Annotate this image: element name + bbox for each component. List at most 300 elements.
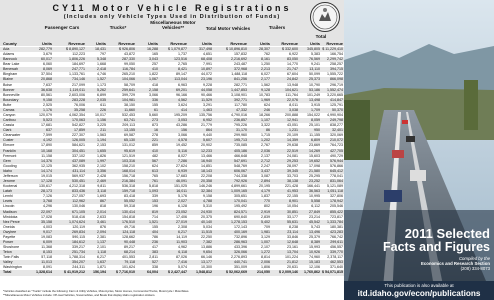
value-cell: 5,523	[43, 118, 52, 123]
value-cell: 13,466	[201, 153, 212, 158]
value-cell: 9,811	[97, 184, 106, 189]
value-cell: 104,981	[122, 97, 135, 102]
value-cell: 63,741	[124, 118, 135, 123]
value-cell: 433,396	[234, 245, 247, 250]
value-cell: 1,527	[97, 77, 106, 82]
value-cell: 216,384	[122, 179, 135, 184]
value-cell: 9,228	[203, 82, 212, 87]
value-cell: 38,150	[124, 102, 135, 107]
value-cell: 158,210	[122, 163, 135, 168]
value-cell: 5,402	[261, 219, 270, 224]
value-cell: 735,085	[234, 143, 247, 148]
value-cell: 166,441	[307, 184, 320, 189]
value-cell: 7,991	[203, 62, 212, 67]
value-cell: 3,461	[97, 219, 106, 224]
value-cell: 23,161	[287, 245, 298, 250]
value-cell: 27,019	[176, 219, 187, 224]
value-cell: 16,940	[201, 158, 212, 163]
value-cell: 1,202	[261, 138, 270, 143]
value-cell: 1,555,722	[327, 72, 343, 77]
value-cell: 795,226	[234, 123, 247, 128]
value-cell: 221,428	[285, 184, 298, 189]
value-cell: 1,137	[97, 239, 106, 244]
value-cell: 130,617	[39, 184, 52, 189]
value-cell: $ 41,919,212	[64, 270, 85, 275]
value-cell: 792,926	[234, 179, 247, 184]
value-cell: 227,307	[72, 133, 85, 138]
value-cell: 1,552,474	[327, 87, 343, 92]
value-cell: 1,563	[97, 133, 106, 138]
county-name-cell: Valley	[3, 260, 13, 265]
value-cell: 466,648	[234, 153, 247, 158]
compiled-by-section: Economics and Research Section	[420, 261, 490, 266]
value-cell: 50,099	[309, 72, 320, 77]
value-cell: 19,652	[309, 158, 320, 163]
value-cell: 36,563	[309, 189, 320, 194]
value-cell: 103,316	[122, 158, 135, 163]
value-cell: 8,421	[178, 67, 187, 72]
footnote-trucks: *Vehicles classified as "Trucks" include the following: Farm & Utility Vehicles, Motorcycles, Motor Homes, Commercial Trucks, Motorcycle / Motorbikes.	[3, 289, 190, 293]
value-cell: 576,866	[330, 163, 343, 168]
value-cell: 1,637	[97, 260, 106, 265]
value-cell: 4,962	[178, 245, 187, 250]
value-cell: 4,899,661	[231, 184, 247, 189]
county-name-cell: Payette	[3, 234, 16, 239]
value-cell: 66,146	[201, 255, 212, 260]
value-cell: 873	[152, 123, 158, 128]
value-cell: 23,669	[309, 143, 320, 148]
value-cell: 120,079	[39, 113, 52, 118]
value-cell: 67,604	[287, 72, 298, 77]
value-cell: 168,014	[122, 168, 135, 173]
value-cell: 11,155	[309, 133, 320, 138]
value-cell: 22,155	[287, 194, 298, 199]
value-cell: 576,944	[330, 158, 343, 163]
value-cell: 590,115	[72, 234, 85, 239]
value-cell: 427,705	[330, 148, 343, 153]
value-cell: 99,050	[124, 62, 135, 67]
value-cell: 354,207	[72, 260, 85, 265]
value-cell: 68,214	[124, 250, 135, 255]
value-cell: 17,128	[41, 179, 52, 184]
value-cell: 838,277	[330, 123, 343, 128]
value-cell: 6,952	[203, 118, 212, 123]
value-cell: 10,790	[309, 82, 320, 87]
value-cell: 2,378,117	[327, 255, 343, 260]
county-name-cell: Ada	[3, 47, 10, 51]
value-cell: 21,747	[287, 67, 298, 72]
value-cell: 154,818	[122, 214, 135, 219]
value-cell: 864	[206, 128, 212, 133]
county-name-cell: Bear Lake	[3, 62, 20, 67]
value-cell: 7,637	[43, 82, 52, 87]
value-cell: 440,741	[234, 260, 247, 265]
value-cell: 69,201	[176, 87, 187, 92]
value-cell: 83,418	[124, 194, 135, 199]
value-cell: 855,422	[330, 209, 343, 214]
value-cell: 299,960	[234, 133, 247, 138]
value-cell: 10,897	[201, 67, 212, 72]
value-cell: 20,109	[287, 133, 298, 138]
value-cell: 13,155	[124, 128, 135, 133]
value-cell: 10,995	[309, 194, 320, 199]
value-cell: 437,089	[72, 158, 85, 163]
value-cell: 7,599	[43, 133, 52, 138]
value-cell: 327,806	[330, 194, 343, 199]
value-cell: 13,704	[287, 250, 298, 255]
value-cell: 59,318	[124, 204, 135, 209]
county-name-cell: Teton	[3, 250, 12, 255]
value-cell: 2,216,692	[231, 57, 247, 62]
county-name-cell: Power	[3, 239, 14, 244]
value-cell: 2,299,742	[327, 57, 343, 62]
value-cell: 159,718	[122, 189, 135, 194]
value-cell: 7,416	[178, 260, 187, 265]
value-cell: 9,158	[203, 194, 212, 199]
value-cell: 10,300	[201, 265, 212, 270]
value-cell: 3,624	[178, 102, 187, 107]
value-cell: 1,806	[261, 265, 270, 270]
value-cell: 19,083	[41, 234, 52, 239]
value-cell: 205,546	[330, 204, 343, 209]
value-cell: 11,158	[41, 153, 52, 158]
value-cell: 6,112	[311, 204, 320, 209]
value-cell: 25,373	[309, 77, 320, 82]
value-cell: 339,770	[330, 250, 343, 255]
column-header-revenue: Revenue	[230, 41, 247, 46]
value-cell: 3,108,901	[231, 92, 247, 97]
county-name-cell: Minidoka	[3, 214, 18, 219]
value-cell: 326,066	[234, 250, 247, 255]
county-name-cell: Adams	[3, 52, 15, 57]
value-cell: 797	[100, 52, 106, 57]
value-cell: 3,291	[203, 102, 212, 107]
availability-text: This publication is also available at	[384, 283, 454, 288]
value-cell: 20,868	[41, 77, 52, 82]
county-name-cell: Lincoln	[3, 204, 15, 209]
value-cell: 1,107	[261, 118, 270, 123]
value-cell: 12,648	[287, 239, 298, 244]
value-cell: 45,542	[309, 219, 320, 224]
value-cell: 530,451	[72, 179, 85, 184]
value-cell: 217,057	[72, 194, 85, 199]
compiled-by-label: Compiled by the	[458, 256, 490, 261]
value-cell: 404	[152, 229, 158, 234]
value-cell: 1,709	[311, 107, 320, 112]
value-cell: 38,138	[287, 179, 298, 184]
value-cell: 15,993	[309, 245, 320, 250]
value-cell: 764,723	[330, 143, 343, 148]
value-cell: 184,612	[72, 239, 85, 244]
value-cell: 1,007	[261, 239, 270, 244]
value-cell: 613	[152, 168, 158, 173]
value-cell: 113,044	[174, 77, 187, 82]
value-cell: 195,492	[234, 204, 247, 209]
value-cell: 2,603,006	[69, 92, 85, 97]
value-cell: 6,217	[178, 229, 187, 234]
value-cell: 96,166	[176, 92, 187, 97]
value-cell: 1,328,614	[36, 270, 52, 275]
value-cell: 1,133,761	[69, 72, 85, 77]
value-cell: 2,276,893	[231, 255, 247, 260]
value-cell: 16,011	[176, 189, 187, 194]
value-cell: 1,009,165	[231, 189, 247, 194]
value-cell: 151,025	[174, 184, 187, 189]
value-cell: 584,621	[72, 143, 85, 148]
value-cell: 15,603	[309, 153, 320, 158]
value-cell: 1,548,812	[196, 270, 212, 275]
value-cell: 124,118	[122, 229, 135, 234]
county-name-cell: Canyon	[3, 113, 16, 118]
value-cell: 195,209	[174, 113, 187, 118]
value-cell: $ 332,600	[282, 47, 298, 51]
value-cell: 9,654	[203, 250, 212, 255]
value-cell: 23,052	[176, 209, 187, 214]
value-cell: 2,381	[97, 234, 106, 239]
value-cell: 1,822	[149, 72, 158, 77]
county-name-cell: Idaho	[3, 168, 12, 173]
column-header-units: Units	[96, 41, 106, 46]
value-cell: 61	[154, 107, 158, 112]
value-cell: 14,269	[309, 148, 320, 153]
group-total: Total	[315, 34, 327, 39]
value-cell: 2,153	[97, 143, 106, 148]
value-cell: 2,894	[261, 179, 270, 184]
value-cell: 5,262	[97, 87, 106, 92]
value-cell: 2,213	[261, 67, 270, 72]
value-cell: 1,521	[149, 219, 158, 224]
value-cell: 6,009	[43, 239, 52, 244]
county-name-cell: Cassia	[3, 123, 14, 128]
value-cell: 21,779	[201, 123, 212, 128]
value-cell: 8,153	[43, 250, 52, 255]
value-cell: 761	[152, 179, 158, 184]
value-cell: 4,788	[203, 199, 212, 204]
value-cell: 732,896	[234, 234, 247, 239]
column-header-units: Units	[260, 41, 270, 46]
value-cell: 762	[264, 52, 270, 57]
group-passenger-cars: Passenger Cars	[44, 25, 80, 30]
value-cell: 714	[152, 214, 158, 219]
value-cell: 35,258	[74, 107, 85, 112]
value-cell: 55,052	[124, 199, 135, 204]
value-cell: 5,074	[178, 265, 187, 270]
value-cell: 14,851	[201, 163, 212, 168]
column-header-county: County	[3, 41, 17, 46]
value-cell: 9,158	[43, 97, 52, 102]
value-cell: 20,902	[201, 143, 212, 148]
value-cell: 6,809	[311, 138, 320, 143]
value-cell: 36,638	[41, 87, 52, 92]
value-cell: 126,005	[72, 138, 85, 143]
value-cell: 1,250	[261, 62, 270, 67]
value-cell: 8,027	[178, 153, 187, 158]
value-cell: 13,177	[201, 260, 212, 265]
county-name-cell: Lemhi	[3, 194, 13, 199]
value-cell: 3,225	[97, 123, 106, 128]
value-cell: 3,066	[149, 92, 158, 97]
value-cell: 55,631	[287, 219, 298, 224]
value-cell: 24,842	[287, 77, 298, 82]
value-cell: 5,558	[311, 199, 320, 204]
value-cell: 8,091	[43, 265, 52, 270]
value-cell: 5,121,089	[327, 184, 343, 189]
value-cell: 2,418	[97, 67, 106, 72]
value-cell: 40,140	[201, 219, 212, 224]
value-cell: 4,296	[43, 204, 52, 209]
value-cell: 296,719	[330, 82, 343, 87]
group-trailers: Trailers	[268, 25, 286, 30]
value-cell: 2,006	[261, 260, 270, 265]
value-cell: 283,228	[72, 97, 85, 102]
value-cell: 4,062,354	[69, 113, 85, 118]
value-cell: 569,937	[72, 173, 85, 178]
value-cell: 154,022	[307, 113, 320, 118]
value-cell: 3,437	[261, 168, 270, 173]
value-cell: 866,098	[330, 77, 343, 82]
value-cell: 405,186	[234, 148, 247, 153]
value-cell: 8,161	[261, 57, 270, 62]
compiled-by-phone: (208) 334-8073	[460, 266, 490, 271]
value-cell: 1,788,314	[69, 255, 85, 260]
value-cell: 339,217	[72, 245, 85, 250]
value-cell: 101,249	[307, 92, 320, 97]
value-cell: 1,715	[261, 133, 270, 138]
value-cell: 1,176	[43, 107, 52, 112]
county-name-cell: Kootenai	[3, 184, 18, 189]
value-cell: 690,640	[234, 214, 247, 219]
value-cell: 2,101	[97, 245, 106, 250]
value-cell: 28,097	[287, 163, 298, 168]
value-cell: 41,953	[287, 189, 298, 194]
value-cell: 518,416	[72, 214, 85, 219]
value-cell: 112,962	[72, 199, 85, 204]
value-cell: 317,498	[199, 47, 212, 51]
value-cell: 265,210	[122, 72, 135, 77]
value-cell: 68,408	[201, 57, 212, 62]
county-name-cell: Oneida	[3, 224, 15, 229]
value-cell: 86	[266, 128, 270, 133]
publications-url-link[interactable]: itd.idaho.gov/econ/publications	[357, 289, 481, 298]
value-cell: 1,837	[261, 194, 270, 199]
value-cell: 74,960	[309, 255, 320, 260]
column-header-units: Units	[148, 41, 158, 46]
value-cell: 2,102	[97, 163, 106, 168]
value-cell: 339	[152, 194, 158, 199]
value-cell: 221	[152, 138, 158, 143]
value-cell: 1,826	[97, 153, 106, 158]
value-cell: 25,379	[309, 234, 320, 239]
value-cell: 734,146	[72, 77, 85, 82]
value-cell: 9,440	[203, 133, 212, 138]
value-cell: 671,105	[72, 209, 85, 214]
value-cell: 27,849	[309, 209, 320, 214]
value-cell: 1,093	[149, 189, 158, 194]
value-cell: 28,307	[259, 47, 270, 51]
value-cell: 3,118	[97, 189, 106, 194]
value-cell: 2,525	[43, 102, 52, 107]
value-cell: 90,466	[201, 92, 212, 97]
county-name-cell: Shoshone	[3, 245, 20, 250]
value-cell: 2,158	[149, 87, 158, 92]
value-cell: 13,886	[201, 245, 212, 250]
value-cell: 11,660	[124, 107, 135, 112]
value-cell: 156,194	[93, 270, 106, 275]
value-cell: 17,098	[309, 163, 320, 168]
column-header-revenue: Revenue	[170, 41, 187, 46]
value-cell: 176,510	[122, 219, 135, 224]
value-cell: 5,660	[149, 113, 158, 118]
value-cell: 5,176	[178, 194, 187, 199]
county-name-cell: Bonneville	[3, 92, 20, 97]
value-cell: 170,063	[72, 118, 85, 123]
value-cell: 833,436	[72, 189, 85, 194]
value-cell: 859	[152, 143, 158, 148]
county-name-cell: Fremont	[3, 153, 17, 158]
value-cell: 155	[152, 224, 158, 229]
value-cell: 9,128	[261, 87, 270, 92]
value-cell: 1,969	[261, 97, 270, 102]
value-cell: 723,817	[330, 214, 343, 219]
value-cell: 482	[152, 153, 158, 158]
value-cell: 180,381	[330, 224, 343, 229]
value-cell: 120,119	[72, 224, 85, 229]
value-cell: 2,767	[261, 143, 270, 148]
value-cell: 1,278,153	[231, 219, 247, 224]
value-cell: 39,345	[287, 168, 298, 173]
value-cell: 2,035	[97, 97, 106, 102]
value-cell: 30,851	[287, 209, 298, 214]
value-cell: 17,406	[176, 214, 187, 219]
value-cell: 64,004	[147, 270, 158, 275]
value-cell: 49,716	[124, 224, 135, 229]
value-cell: 304,451	[72, 148, 85, 153]
value-cell: 9,241	[311, 62, 320, 67]
value-cell: 60,017	[41, 57, 52, 62]
value-cell: 155	[152, 102, 158, 107]
value-cell: 32,384	[201, 189, 212, 194]
value-cell: 2,633	[97, 214, 106, 219]
value-cell: 5,034	[203, 224, 212, 229]
value-cell: 410	[152, 148, 158, 153]
facts-headline-line1: 2011 Selected	[404, 226, 490, 241]
value-cell: 351,009	[234, 265, 247, 270]
value-cell: 20,195	[259, 184, 270, 189]
county-name-cell: Benewah	[3, 67, 18, 72]
value-cell: 16	[154, 128, 158, 133]
value-cell: 5,116	[178, 148, 187, 153]
value-cell: 287,330	[122, 57, 135, 62]
value-cell: 1,333,784	[327, 219, 343, 224]
value-cell: 50,370	[332, 107, 343, 112]
group-trucks: Trucks*	[109, 25, 127, 30]
value-cell: 14,359	[287, 138, 298, 143]
value-cell: 6,922	[289, 52, 298, 57]
table-header-band	[0, 0, 344, 46]
value-cell: 1,051,118	[327, 189, 343, 194]
value-cell: 243,487	[234, 62, 247, 67]
value-cell: 33,703	[287, 173, 298, 178]
idaho-seal-logo	[310, 2, 340, 32]
value-cell: $ 7,716,010	[116, 270, 135, 275]
value-cell: 43,051	[287, 123, 298, 128]
county-name-cell: Blaine	[3, 77, 13, 82]
value-cell: 69,587	[124, 133, 135, 138]
value-cell: 19,015	[41, 173, 52, 178]
value-cell: 123,516	[174, 57, 187, 62]
value-cell: 1,806,226	[69, 57, 85, 62]
page-subtitle: (Includes only Vehicle Types Used in Distribution of Funds)	[63, 14, 281, 20]
